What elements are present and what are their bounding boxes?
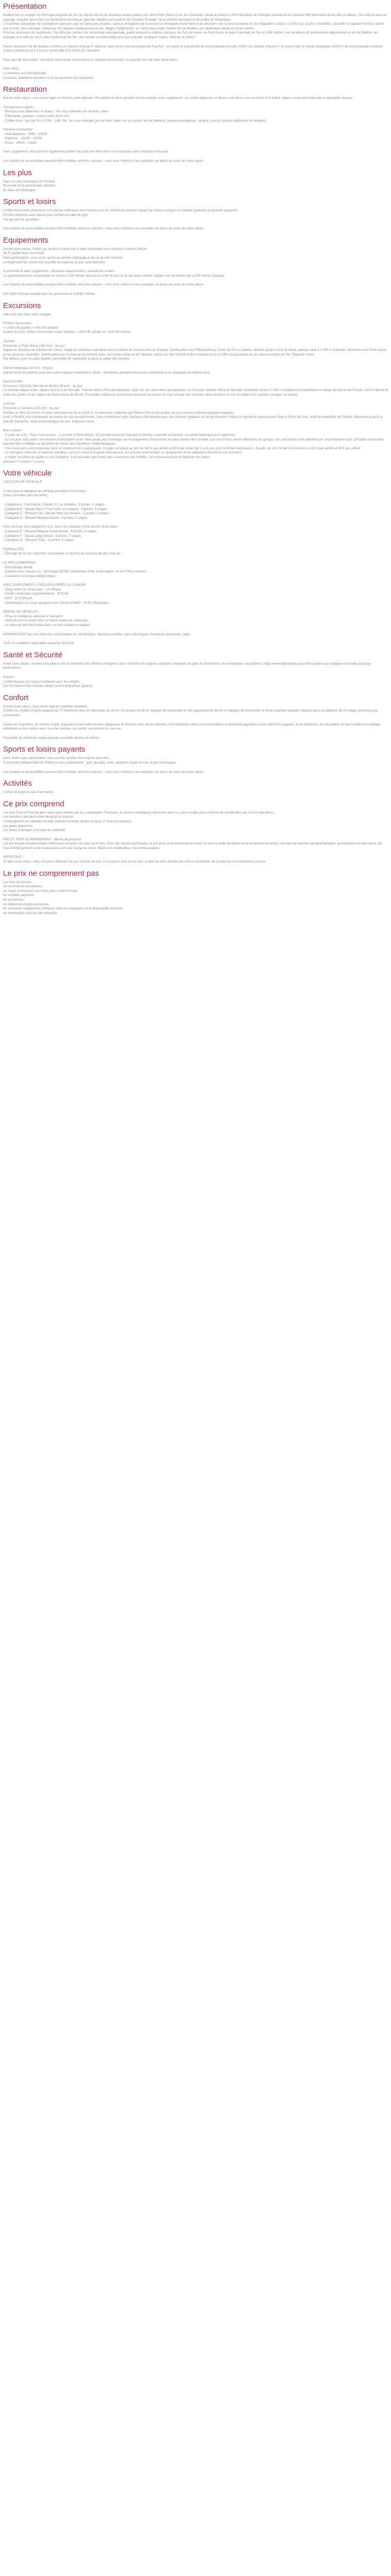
- section-paragraph: Dans l'hôtel avec participation vous pourrez profiter d'un espace bien-être. À proximité (indépendant de l'hôtel) et avec participation : golf, plongée, voile, windsurf, kayak de mer et jets touristiques.: [3, 756, 177, 765]
- section-paragraph: Pour plus de découverte, retrouvez notre forfait d'excursions en rubrique Excursions, à souscrire lors de votre réservation.: [3, 58, 178, 62]
- section-title: Présentation: [3, 2, 47, 11]
- section-title: Restauration: [3, 85, 47, 94]
- section-paragraph: REMISE DU VÉHICULE : - Prise en charge au véhicule à l'aéroport. - Véhicule pris et rendu avec le même niveau de carburant. - Le véhicule doit être rendu dans un état similaire ou départ.: [3, 610, 91, 628]
- section-paragraph: Demi-journée : Excursion à Eira Do Serrado et Monte (45 km) - 3e jour Le matinée départ matin, départ vers Eira do Serrado. Premier arrêt à Pico dos Barcelos, avec sur son panorama spectaculaire sur Funchal. Montée d'Eira do Serrado, belvédère situé à 1 094 m d'altitude et surplombant le village de Curral das Freiras. Arrêt à Monte et visite des jardins et de l'église de Notre-Dame de Monte. Possibilité d'effectuer la fameuse descente en panier en osier tiré par des hommes vêtus de blanc et noir et coiffés d'un canotier (à régler sur place).: [3, 380, 388, 397]
- section-title: Les plus: [3, 168, 32, 177]
- section-paragraph: Cet hôtel n'est pas équipé pour les personnes à mobilité réduite.: [3, 292, 96, 296]
- section-paragraph: Dans la zone touristique de Funchal Proximité de la promenade maritime En face de l'Atlantique: [3, 179, 56, 192]
- section-paragraph: Madère est un archipel du Portugal composé de l'île du même nom et de plusieurs autres petites îles, dont Porto Santo et les îles Desertas. Située à environ 1 000 kilomètres du Portugal continental et à environ 500 kilomètres de la côte du Maroc, l'île s'inscrit dans un paysage singulier qui en fait une destination touristique spéciale. Madère est la patrie de Cristiano Ronaldo, de la célèbre laurisylve et de la fête de l'Atlantique. L'ensemble volcanique de l'archipel est parcouru par les fameuses levadas, canaux d'irrigation qui traversent la montagne et permettent de découvrir une nature luxuriante et une végétation unique. La côte sud, la plus ensoleillée, accueille la capitale Funchal, tandis que le nord, plus sauvage, séduit par ses falaises vertigineuses et ses villages traditionnels. Le climat doux toute l'année fait de Madère une destination idéale en toute saison. Pour les amoureux de randonnée, l'île offre des sentiers de renommée internationale, parmi lesquels le célèbre parcours du Pico do Arieiro au Pico Ruivo, le point culminant de l'île à 1 862 mètres. Les amateurs de gastronomie apprécieront le vin de Madère, les espadas et le bolo do caco, pain traditionnel de l'île. Une escale incontournable pour qui souhaite conjuguer nature, détente et culture.: [3, 13, 387, 39]
- section-title: Excursions: [3, 301, 41, 310]
- section-title: Sports et loisirs payants: [3, 745, 86, 754]
- section-paragraph: L'hôtel met à votre disposition une piscine extérieure avec bassin pour les enfants et solarium équipé de chaises longues et matelas (gratuits) et parasols (payants). Piscine intérieure avec bassin pour enfants et salle de gym. Pas de prêt de serviettes.: [3, 209, 239, 222]
- section-paragraph: Durant votre séjour, l'hôtel Les Jardins d'Ajuda met à votre disposition une réception ouverte 24h/24. Wi-Fi gratuit dans tout l'hôtel. Avec participation, vous aurez accès au service nettoyage à sec et au coin internet. Le règlement des extras est possible en espèces ou par carte bancaire.: [3, 247, 148, 264]
- section-paragraph: Durant votre séjour, vous serez logé en chambre standard. L'hôtel Les Jardins d'Ajuda dispose de 77 chambres dont 32 Standards de 24 m², 91 studios de 36 m² équipés de kitchenette et 150 appartements de 42 m² équipés de kitchenette et d'une chambre séparée, répartis dans un bâtiment de 10 étages desservis par ascenseurs.: [3, 704, 378, 717]
- section-paragraph: Les horaires et accessibilités peuvent être modifiés selon les saisons : nous vous invitons à les consulter sur place au cours de votre séjour.: [3, 770, 204, 774]
- section-paragraph: Formule tout compris : - Boissons aux déjeuners et dîners : Vin, eau minérale, jus de fruits, bière - Pâtisseries, gâteaux, snacks entre 16 et 17h. - Coffee shop / bar (de 11h à 23h) : café, thé, lait, eau minérale, jus de fruits, bière, vin (y compris vin de Madère), liqueurs portugaises, sangria, punchs (punch traditionnel de Madère).: [3, 105, 267, 123]
- section-10: [3, 745, 388, 774]
- section-paragraph: Durant votre séjour, vous serez logés en formule petit-déjeuner. Possibilité de demi-pension et tout compris avec supplément. Les petits-déjeuners et dîners sont servis sous la forme d'un buffet, alliant cuisine internationale et spécialités locales.: [3, 96, 353, 100]
- section-paragraph: INFORMATION Tous les véhicules sont équipés de climatisation, direction assistée, vitres électriques, fermeture centralisée, radio.: [3, 632, 191, 636]
- section-title: Sports et loisirs: [3, 197, 56, 207]
- section-4: [3, 197, 388, 231]
- section-paragraph: - Catégorie A : Fiat Panda / Citroën C1 ou similaire : 5 portes, 4 sièges. - Catégorie B : Nissan Micra / Fiat Punto ou similaire : 5 portes, 5 sièges. - Catégorie C : Renault Clio / Nissan Note ou similaire : 5 portes, 5 sièges. - Catégorie D : Renault Mégane Diesel : 5 portes, 5 sièges.: [3, 502, 110, 520]
- section-paragraph: Possibilité de chambres triples pouvant accueillir adultes et enfants.: [3, 736, 101, 740]
- section-title: Votre véhicule: [3, 469, 52, 478]
- section-7: [3, 469, 388, 646]
- section-paragraph: Les horaires et accessibilités peuvent être modifiés selon les saisons : nous vous invitons à les consulter sur place au cours de votre séjour.: [3, 159, 204, 163]
- section-title: Equipements: [3, 235, 48, 245]
- section-paragraph: Toutes les chambres, de confort simple, disposent d'une salle de bains (baignoire et douche) avec sèche-cheveux, d'un téléphone direct (communications et télévision payantes) d'une coffre-fort (payant), d'une télévision, du wifi gratuit, de l'air conditionné (réglage individuel) et d'un balcon avec vue mer latérale, vue jardin, vue piscine ou vue rue.: [3, 722, 381, 731]
- section-title: Ce prix comprend: [3, 799, 64, 808]
- section-title: Santé et Sécurité: [3, 650, 63, 659]
- section-11: [3, 779, 388, 795]
- section-paragraph: Horaires d'ouverture : - Petit-déjeuner : 7h30 - 10h00 - Déjeuner : 12h30 - 14h30 - Dîner : 19h00 - 21h30: [3, 128, 47, 145]
- section-title: Activités: [3, 779, 32, 788]
- section-paragraph: L'hôtel ne propose pas d'animation.: [3, 790, 55, 794]
- section-paragraph: Les horaires et accessibilités peuvent être modifiés selon les saisons : nous vous invitons à les consulter sur place au cours de votre séjour.: [3, 227, 204, 231]
- page-content: [0, 0, 391, 930]
- section-paragraph: À proximité et avec supplément : plusieurs supermarchés, restaurants et bars. Un guichet bancaire automatique se trouve à 100 mètres ainsi qu'un arrêt de bus et de taxi avec service régulier vers le centre-ville à 200 mètres (payant).: [3, 269, 225, 278]
- section-paragraph: Allez plus loin dans votre voyage...: [3, 312, 53, 316]
- section-paragraph: PRE ET POST ACHEMINEMENT : départ de province Les pré et post acheminement s'effectuent en avion, en train ou en bus. Pour des raisons techniques, le pré et/ou post acheminement peut se faire la veille du départ ou le lendemain du retour. Les frais de transfert aéroport/aéroport, gare/aéroport et vice-versa, les frais d'hébergement ou de restauration sont à la charge du client. Billets non modifiables, non remboursables.: [3, 837, 382, 850]
- section-0: [3, 2, 388, 62]
- section-9: [3, 693, 388, 741]
- section-3: [3, 168, 388, 193]
- section-paragraph: Journée : Excursion à Porto Moniz (160 km) - 2e jour Départ en direction de Câmara de Lobos, village de pêcheurs spécialisé dans la pêche du fameux poisson Espada. Continuation vers Ribeira Brava, Ponta do Sol et Calheta. Montée jusqu'à Paul da Serra, plateau situé à 1 400 m d'altitude. Descente vers Porto Moniz et ses piscines naturelles. Continuation par la route de la corniche avec ses chutes d'eau et ses falaises, retour via São Vicente et Encumeada où le col offre un panorama sur les deux versants de l'île. Déjeuner inclus. Par ailleurs, pour les plus sportifs, possibilité de randonner jusqu'à la vallée des Nonnes.: [3, 339, 387, 361]
- section-paragraph: Bon à savoir : - À partir du 1/11 : Pack 3 excursions : 1 journée à Porto Moniz, 1/2 journée à Eira Do Serrado et Monte, 1 journée à Santana. La soirée folklorique est supprimée. - Le 1er jour, vous aurez une réunion d'information avec votre guide pour échanger sur le programme d'excursions et vous donner des conseils. Les excursions seront effectuées en groupe. Les excursions sont réalisées par un prestataire local. Certaines excursions peuvent être modifiées ou annulées en raison des conditions météorologiques. - Ces excursions sont proposées pour un minimum de 4 participants. À régler sur place au prix de 160 € par adulte et 80 € par enfant de 2 à 11 ans pour le forfait 4 excursions. À partir du 1/11, forfait 3 excursions à 130 € par adulte et 65 € par enfant. - Le transport s'effectue en autocar climatisé. Les prix incluent le guide francophone, les entrées mentionnées au programme et les déjeuners (boissons non incluses). - À régler sur place au guide ou à la réception. Il est possible que l'ordre des excursions soit modifié. Lors d'une excursion le déjeuner est inclus. (Incluant ½ cumul 4 ½ vous).: [3, 429, 384, 464]
- section-paragraph: LOCATION DE VÉHICULE: [3, 480, 42, 484]
- section-paragraph: Partez découvrir l'île de Madère à l'hôtel Les Jardins d'Ajuda 3* situé au cœur de la zone touristique de Funchal : au calme et à proximité de la promenade du Lido, l'hôtel Les Jardins d'Ajuda 3* se trouve face à l'océan Atlantique, à 500 m de la promenade maritime (route à traverser) et à 3 km du centre-ville et à 23 km de l'aéroport.: [3, 44, 383, 53]
- section-title: Confort: [3, 693, 29, 702]
- section-6: [3, 301, 388, 465]
- section-paragraph: Enfants : L'hôtel dispose d'un bassin extérieur pour les enfants. Des lits bébé et des chaises hautes sont à disposition (gratuit).: [3, 675, 93, 688]
- section-8: [3, 651, 388, 689]
- section-paragraph: Journée : Excursion à Santana (115 km) - 6e jour Montée au Pico do Arieiro, le point culminant de l'île à 1 818 m. La descente s'effectue par Ribeiro Frio et ses jardins où vous pourrez admirer quelques espèces. Arrêt à Portela pour contempler les points de vue exceptionnels. Vous continuerez vers Santana, ville réputée pour ses maisons typiques au toit de chaume. Retour à Funchal en passant par Faial et Porto da Cruz. Arrêt au belvédère de Portela. Descente jusqu'à la ville de Camacha. Visite d'une fabrique de vins. Déjeuner inclus.: [3, 402, 383, 423]
- section-13: [3, 869, 388, 916]
- section-paragraph: Forfait 4 excursions : = 1 000 UB (adulte) = 650 UB (enfant) À partir du 1/11, forfait 3 excursions (sans entrée) = 1000 UB (adulte et + 500 UB enfant).: [3, 321, 132, 334]
- section-paragraph: LE PRIX COMPREND : - Kilométrage illimité. - Garantie tous risques (1) : dommage (CDW), conducteur (PAI) et passagers, et vol (TPC) incluses. - Assistance technique téléphonique.: [3, 561, 147, 578]
- section-paragraph: Soirée folklorique (20 km) - 4e jour Départ en fin de journée pour une soirée typique madérienne. Dîner - brochettes pendant lequel vous assisterez à un spectacle de folklore local.: [3, 366, 210, 375]
- section-paragraph: Ci-dessous la catégorie de véhicule possible à la location : (Nous consulter pour les tarifs): [3, 489, 88, 498]
- section-paragraph: FORMALITÉS : - Être âgé de 21 ans minimum et posséder un permis de conduire de plus d'un an.: [3, 547, 122, 556]
- section-paragraph: Les horaires et accessibilités peuvent être modifiés selon les saisons : nous vous invitons à les consulter sur place au cours de votre séjour.: [3, 283, 204, 287]
- section-title: Le prix ne comprennent pas: [3, 869, 99, 878]
- section-paragraph: Pour réserver une catégorie E à G, merci de contacter notre service réservation. - Catégorie E : Renault Mégane Break Diesel : 5 portes, 5 sièges. - Catégorie F : Dacia Lodgy Diesel : 6 portes, 7 sièges. - Catégorie G : Renault Trafic : 4 portes, 9 sièges.: [3, 525, 119, 543]
- section-paragraph: Tarifs et conditions applicables jusqu'au 31/10/19.: [3, 641, 75, 646]
- section-paragraph: AVEC SUPPLÉMENT À RÉGLER AUPRÈS DU LOUEUR - Siège bébé ou rehausseur : 10 UB/jour. - Forfait conducteur supplémentaire : 20 EUR. - GPS : 10 EUR/jour. - Véhicule pris ou rendu aéroport entre 20h30 et 8h00 : 25,50 UB/location.: [3, 583, 110, 605]
- section-paragraph: Avant votre départ, veuillez consulter le site du ministère des Affaires étrangères pour connaître les risques sanitaires éventuels au pays de destination, les éventuelles vaccinations (https://www.diplomatie.gouv.fr/fr/conseils-aux-voyageurs/conseils-par-pays-destination/).: [3, 662, 372, 670]
- section-5: [3, 236, 388, 297]
- section-12: [3, 800, 388, 865]
- section-paragraph: Les vols France/Funchal aller-retour avec opérés par les compagnies Transavia, ou autres compagnies aériennes avec ou sans escales (sous réserve de modification par le tour opérateur). Les transferts aéroport-hôtel-aéroport en autocar. L'hébergement en chambre double standard à l'hôtel Jardins d'Ajuda 3* (normes locales). Les petits-déjeuners. Les taxes d'aéroport et la taxe de solidarité.: [3, 810, 274, 833]
- section-1: [3, 67, 388, 80]
- section-paragraph: Infos utiles : La chambre est internationale. Certaines chambres donnent sur la rue peuvent être bruyantes.: [3, 67, 94, 80]
- section-2: [3, 85, 388, 164]
- section-paragraph: Avec supplément, vous pourrez également profiter des bars de l'hôtel dont un cocktail bar avec ambiance musicale.: [3, 150, 170, 154]
- section-paragraph: IMPORTANT : À l'aller et au retour, votre vol peut s'effectuer de jour comme de nuit. À l'occasion d'un vol de nuit, la date de votre arrivée peut être le lendemain de la date de commencement prévue.: [3, 855, 267, 864]
- section-paragraph: Les frais de dossier, les assurances facultatives, les repas et boissons non inclus dans votre formule, les activités payantes, les pourboires, les dépenses d'ordre personnel, les éventuels suppléments tarifaires selon la compagnie ou la disponibilité aérienne, les éventuelles hausses de carburant.: [3, 880, 124, 915]
